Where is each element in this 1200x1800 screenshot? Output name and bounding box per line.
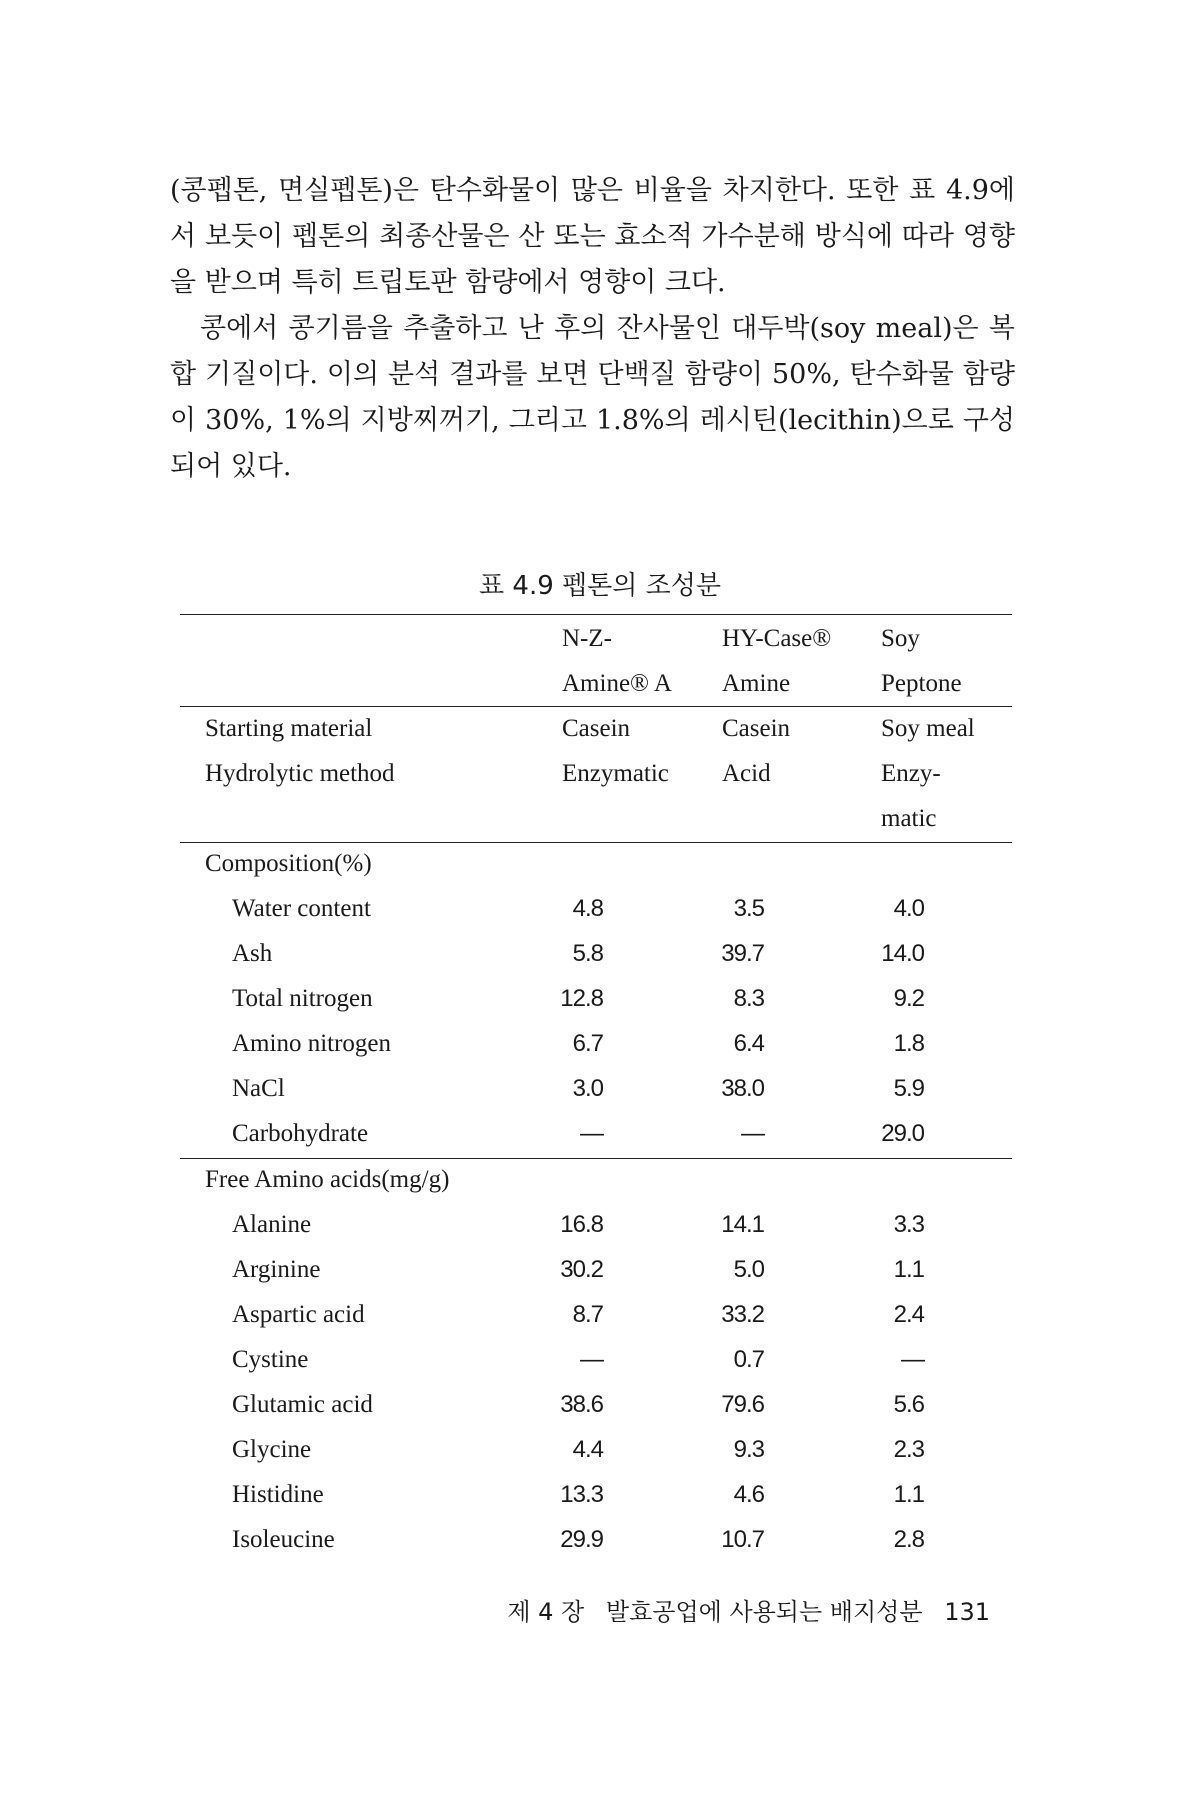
composition-row-label: Ash	[232, 940, 273, 967]
composition-value-hy: 39.7	[721, 940, 764, 967]
amino-acid-row	[0, 1382, 1200, 1427]
header-hy-case-line1: HY-Case®	[722, 625, 832, 652]
amino-acid-value-soy: 1.1	[893, 1481, 924, 1508]
table-header-row-2	[0, 661, 1200, 706]
paragraph-1: (콩펩톤, 면실펩톤)은 탄수화물이 많은 비율을 차지한다. 또한 표 4.9에서 보듯이 펩톤의 최종산물은 산 또는 효소적 가수분해 방식에 따라 영향을 받으며 특히 트립토판 함량에서 영향이 크다.	[170, 175, 1015, 298]
amino-acid-row-label: Isoleucine	[232, 1526, 335, 1553]
table-header-row-1	[0, 616, 1200, 661]
composition-value-soy: 9.2	[893, 985, 924, 1012]
amino-acid-value-soy: 2.8	[893, 1526, 924, 1553]
amino-acid-value-nz: 29.9	[560, 1526, 603, 1553]
header-soy-peptone-line2: Peptone	[881, 670, 962, 697]
composition-row-label: Carbohydrate	[232, 1120, 369, 1147]
amino-acid-row-label: Cystine	[232, 1346, 309, 1373]
footer-chapter: 제 4 장	[507, 1598, 585, 1626]
amino-acid-value-soy: —	[901, 1346, 924, 1373]
composition-value-nz: 12.8	[560, 985, 603, 1012]
header-nz-amine-line2: Amine® A	[562, 670, 672, 697]
composition-heading: Composition(%)	[205, 850, 372, 877]
starting-material-label: Starting material	[205, 715, 373, 742]
composition-value-hy: 8.3	[733, 985, 764, 1012]
composition-row	[0, 1021, 1200, 1066]
amino-acid-row	[0, 1292, 1200, 1337]
page-number: 131	[944, 1598, 990, 1626]
composition-value-soy: 29.0	[881, 1120, 924, 1147]
amino-acids-heading-row	[0, 1157, 1200, 1202]
amino-acid-value-soy: 2.3	[893, 1436, 924, 1463]
hydrolytic-method-row	[0, 751, 1200, 796]
composition-value-nz: 5.8	[572, 940, 603, 967]
hydrolytic-method-nz: Enzymatic	[562, 760, 669, 787]
amino-acid-value-soy: 1.1	[893, 1256, 924, 1283]
composition-row	[0, 1066, 1200, 1111]
composition-row	[0, 976, 1200, 1021]
amino-acid-row	[0, 1247, 1200, 1292]
hydrolytic-method-label: Hydrolytic method	[205, 760, 395, 787]
composition-row-label: NaCl	[232, 1075, 285, 1102]
composition-row	[0, 1111, 1200, 1156]
amino-acid-value-hy: 4.6	[733, 1481, 764, 1508]
starting-material-nz: Casein	[562, 715, 631, 742]
hydrolytic-method-hy: Acid	[722, 760, 771, 787]
table-top-rule	[180, 614, 1012, 615]
composition-value-nz: —	[580, 1120, 603, 1147]
table-caption: 표 4.9 펩톤의 조성분	[479, 571, 721, 601]
amino-acid-row	[0, 1472, 1200, 1517]
page-footer	[0, 1592, 990, 1627]
starting-material-soy: Soy meal	[881, 715, 975, 742]
amino-acid-value-nz: —	[580, 1346, 603, 1373]
amino-acids-heading: Free Amino acids(mg/g)	[205, 1166, 450, 1193]
composition-row-label: Amino nitrogen	[232, 1030, 392, 1057]
amino-acid-value-soy: 2.4	[893, 1301, 924, 1328]
composition-value-nz: 3.0	[572, 1075, 603, 1102]
amino-acid-value-hy: 14.1	[721, 1211, 764, 1238]
amino-acid-value-hy: 79.6	[721, 1391, 764, 1418]
hydrolytic-method-soy-cont: matic	[881, 805, 937, 832]
composition-value-soy: 1.8	[893, 1030, 924, 1057]
hydrolytic-method-continuation	[0, 796, 1200, 841]
composition-value-nz: 6.7	[572, 1030, 603, 1057]
amino-acid-row-label: Glutamic acid	[232, 1391, 373, 1418]
amino-acid-value-soy: 3.3	[893, 1211, 924, 1238]
amino-acid-value-hy: 10.7	[721, 1526, 764, 1553]
amino-acid-row	[0, 1517, 1200, 1562]
composition-heading-row	[0, 841, 1200, 886]
composition-value-hy: 3.5	[733, 895, 764, 922]
composition-value-hy: —	[741, 1120, 764, 1147]
amino-acid-value-nz: 8.7	[572, 1301, 603, 1328]
amino-acid-row-label: Histidine	[232, 1481, 324, 1508]
amino-acid-row-label: Alanine	[232, 1211, 312, 1238]
amino-acid-value-hy: 33.2	[721, 1301, 764, 1328]
composition-value-hy: 6.4	[733, 1030, 764, 1057]
amino-acid-row-label: Arginine	[232, 1256, 321, 1283]
composition-row-label: Water content	[232, 895, 371, 922]
header-soy-peptone-line1: Soy	[881, 625, 920, 652]
composition-row-label: Total nitrogen	[232, 985, 373, 1012]
starting-material-row	[0, 706, 1200, 751]
composition-value-soy: 4.0	[893, 895, 924, 922]
composition-value-nz: 4.8	[572, 895, 603, 922]
paragraph-2: 콩에서 콩기름을 추출하고 난 후의 잔사물인 대두박(soy meal)은 복합 기질이다. 이의 분석 결과를 보면 단백질 함량이 50%, 탄수화물 함량이 30%, 1%의 지방찌꺼기, 그리고 1.8%의 레시틴(lecithin)으로 구성되어 있다.	[170, 313, 1015, 482]
body-text	[170, 168, 1015, 490]
amino-acid-value-nz: 13.3	[560, 1481, 603, 1508]
amino-acid-row-label: Glycine	[232, 1436, 312, 1463]
footer-title: 발효공업에 사용되는 배지성분	[605, 1598, 923, 1626]
header-nz-amine-line1: N-Z-	[562, 625, 612, 652]
amino-acid-value-soy: 5.6	[893, 1391, 924, 1418]
composition-row	[0, 931, 1200, 976]
amino-acid-value-nz: 38.6	[560, 1391, 603, 1418]
amino-acid-row	[0, 1337, 1200, 1382]
amino-acid-value-nz: 4.4	[572, 1436, 603, 1463]
amino-acid-value-hy: 0.7	[733, 1346, 764, 1373]
starting-material-hy: Casein	[722, 715, 791, 742]
header-hy-case-line2: Amine	[722, 670, 791, 697]
amino-acid-row	[0, 1202, 1200, 1247]
amino-acid-row-label: Aspartic acid	[232, 1301, 365, 1328]
composition-value-soy: 14.0	[881, 940, 924, 967]
hydrolytic-method-soy: Enzy-	[881, 760, 941, 787]
amino-acid-value-nz: 16.8	[560, 1211, 603, 1238]
amino-acid-value-nz: 30.2	[560, 1256, 603, 1283]
composition-value-soy: 5.9	[893, 1075, 924, 1102]
amino-acid-row	[0, 1427, 1200, 1472]
composition-value-hy: 38.0	[721, 1075, 764, 1102]
composition-row	[0, 886, 1200, 931]
amino-acid-value-hy: 9.3	[733, 1436, 764, 1463]
amino-acid-value-hy: 5.0	[733, 1256, 764, 1283]
